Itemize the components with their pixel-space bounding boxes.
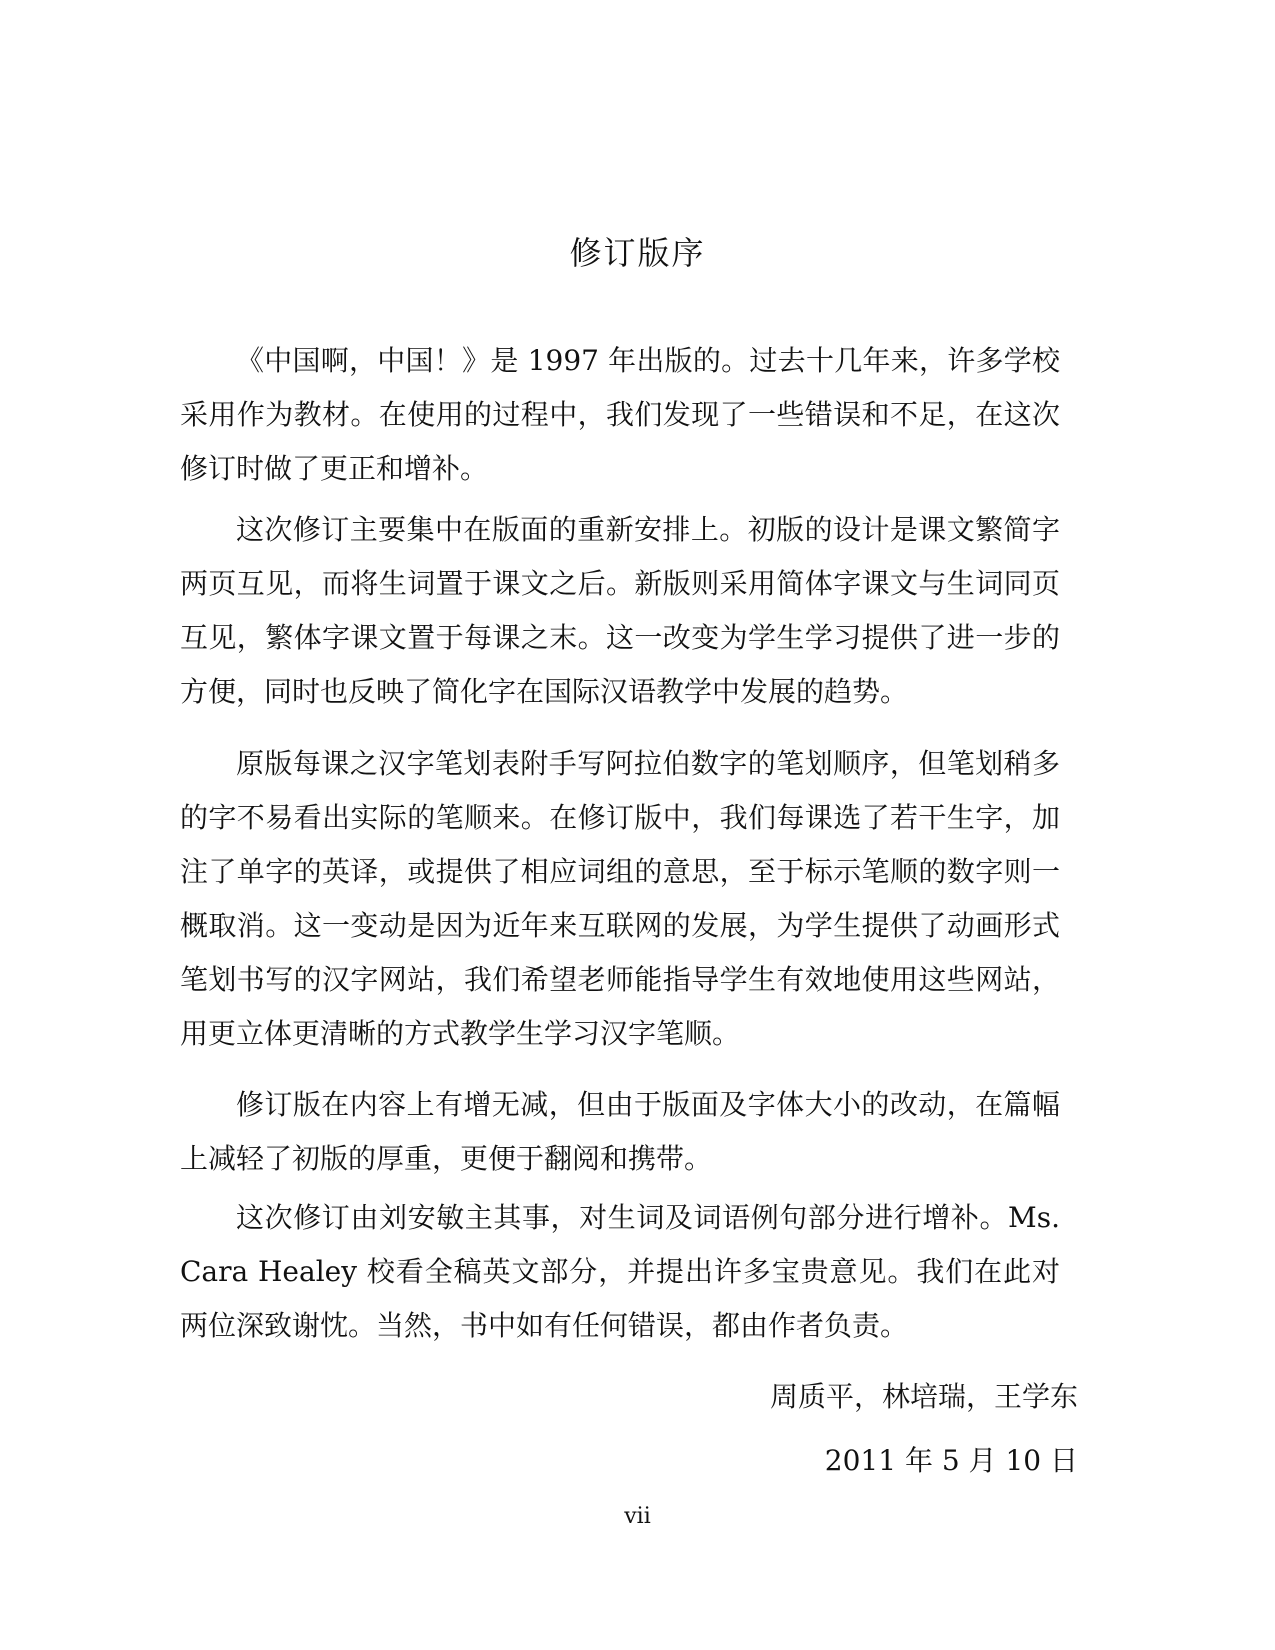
paragraph-3: 原版每课之汉字笔划表附手写阿拉伯数字的笔划顺序，但笔划稍多的字不易看出实际的笔顺来。在修订版中，我们每课选了若干生字，加注了单字的英译，或提供了相应词组的意思，至于标示笔顺的数字则一概取消。这一变动是因为近年来互联网的发展，为学生提供了动画形式笔划书写的汉字网站，我们希望老师能指导学生有效地使用这些网站，用更立体更清晰的方式教学生学习汉字笔顺。 xyxy=(180,747,1060,1050)
author-signature: 周质平，林培瑞，王学东 xyxy=(769,1380,1078,1413)
date-line: 2011 年 5 月 10 日 xyxy=(824,1444,1078,1477)
page-title: 修订版序 xyxy=(569,234,706,272)
paragraph-5: 这次修订由刘安敏主其事，对生词及词语例句部分进行增补。Ms. Cara Healey 校看全稿英文部分，并提出许多宝贵意见。我们在此对两位深致谢忱。当然，书中如有任何错误，都由作者负责。 xyxy=(180,1201,1060,1342)
paragraph-4: 修订版在内容上有增无减，但由于版面及字体大小的改动，在篇幅上减轻了初版的厚重，更便于翻阅和携带。 xyxy=(180,1088,1060,1175)
page-number: vii xyxy=(624,1504,651,1529)
paragraph-1: 《中国啊，中国！》是 1997 年出版的。过去十几年来，许多学校采用作为教材。在使用的过程中，我们发现了一些错误和不足，在这次修订时做了更正和增补。 xyxy=(180,344,1060,485)
paragraph-2: 这次修订主要集中在版面的重新安排上。初版的设计是课文繁简字两页互见，而将生词置于课文之后。新版则采用简体字课文与生词同页互见，繁体字课文置于每课之末。这一改变为学生学习提供了进一步的方便，同时也反映了简化字在国际汉语教学中发展的趋势。 xyxy=(180,513,1060,708)
